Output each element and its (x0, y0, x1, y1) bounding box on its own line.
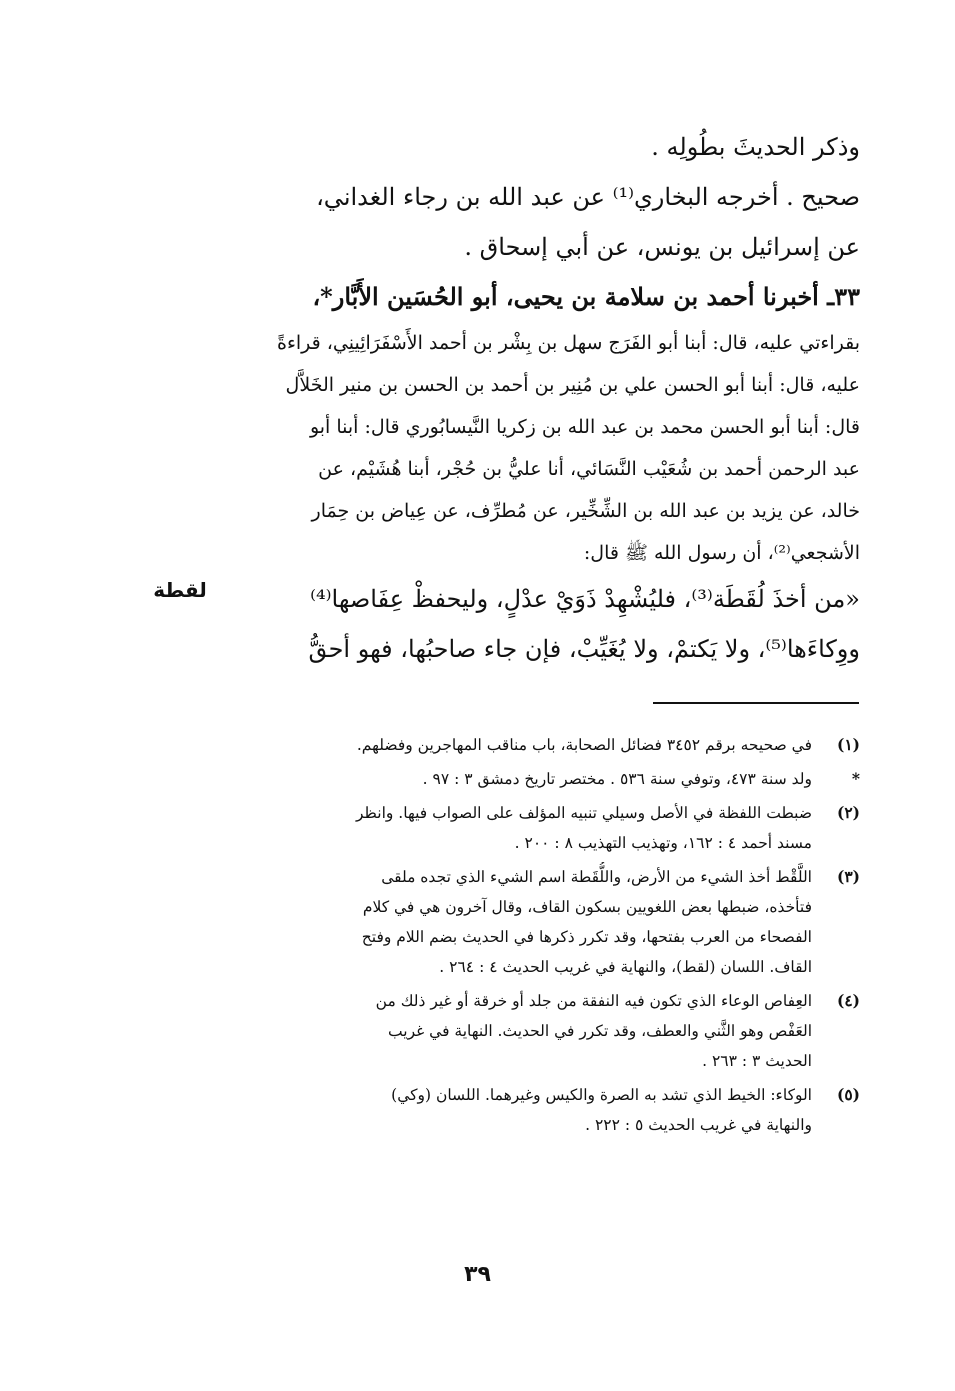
footnote-5 (248, 1080, 860, 1140)
footnote-line: الوكاء: الخيط الذي تشد به الصرة والكيس وغيرهما. اللسان (وكي) (391, 1086, 812, 1104)
isnad-line: عليه، قال: أبنا أبو الحسن علي بن مُنِير بن أحمد بن الحسن بن منير الخَلاَّل (285, 374, 860, 396)
page-number: ٣٩ (464, 1262, 491, 1287)
footnote-line: الفصحاء من العرب بفتحها، وقد تكرر ذكرها في الحديث بضم اللام وفتح (361, 928, 812, 946)
footnote-number: (٢) (836, 803, 860, 822)
hadith-heading: ٣٣ـ أخبرنا أحمد بن سلامة بن يحيى، أبو الحُسَين الأَبَّار*، (312, 282, 860, 311)
body-line: وذكر الحديثَ بطُولِه . (651, 133, 860, 161)
footnote-number: (٣) (836, 867, 860, 886)
footnote-number: * (851, 769, 860, 788)
footnote-line: القاف. اللسان (لقط)، والنهاية في غريب الحديث ٤ : ٢٦٤ . (439, 958, 812, 976)
margin-note: لقطة (153, 578, 207, 602)
body-line: صحيح . أخرجه البخاري⁽¹⁾ عن عبد الله بن رجاء الغداني، (316, 183, 860, 211)
footnote-1 (248, 730, 860, 760)
footnote-number: (٥) (836, 1085, 860, 1104)
matn-line: ووِكاءَها⁽⁵⁾، ولا يَكتمْ، ولا يُغَيِّبْ، فإن جاء صاحبُها، فهو أحقُّ (308, 635, 860, 663)
footnote-line: فتأخذه، ضبطها بعض اللغويين بسكون القاف، وقال آخرون هي في كلام (362, 898, 812, 916)
main-text (245, 122, 860, 674)
footnote-number: (٤) (836, 991, 860, 1010)
body-line: عن إسرائيل بن يونس، عن أبي إسحاق . (464, 233, 860, 261)
footnote-line: والنهاية في غريب الحديث ٥ : ٢٢٢ . (585, 1116, 812, 1134)
isnad-line: بقراءتي عليه، قال: أبنا أبو الفَرَج سهل بن بِشْر بن أحمد الأَسْفَرَائِينِي، قراءةً (277, 332, 860, 354)
footnote-line: الحديث ٣ : ٢٦٣ . (702, 1052, 812, 1070)
footnote-line: ولد سنة ٤٧٣، وتوفي سنة ٥٣٦ . مختصر تاريخ دمشق ٣ : ٩٧ . (422, 770, 812, 788)
footnote-line: ضبطت اللفظة في الأصل وسيلي تنبيه المؤلف على الصواب فيها. وانظر (356, 804, 812, 822)
isnad-line: الأشجعي⁽²⁾، أن رسول الله ﷺ قال: (583, 542, 860, 564)
footnote-separator (653, 702, 859, 704)
matn-line: «من أخذَ لُقَطَة⁽³⁾، فليُشْهِدْ ذَوَيْ عدْلٍ، وليحفظْ عِفَاصها⁽⁴⁾ (310, 585, 860, 613)
footnote-line: العَفْص وهو الثَّني والعطف، وقد تكرر في الحديث. النهاية في غريب (388, 1022, 812, 1040)
footnote-3 (248, 862, 860, 982)
footnote-star (248, 764, 860, 794)
footnotes (248, 730, 860, 1144)
footnote-line: اللَّقْط أخذ الشيء من الأرض، واللُّقَطة اسم الشيء الذي تجده ملقى (381, 868, 812, 886)
footnote-line: العِفاص الوعاء الذي تكون فيه النفقة من جلد أو خرقة أو غير ذلك من (375, 992, 812, 1010)
isnad-line: عبد الرحمن أحمد بن شُعَيْب النَّسَائي، أنا عليُّ بن حُجْر، أبنا هُشَيْم، عن (318, 458, 860, 480)
footnote-4 (248, 986, 860, 1076)
isnad-line: قال: أبنا أبو الحسن محمد بن عبد الله بن زكريا النَّيسابُوري قال: أبنا أبو (309, 416, 860, 438)
isnad-line: خالد، عن يزيد بن عبد الله بن الشِّخِّير، عن مُطرِّف، عن عِياض بن حِمَار (311, 500, 860, 522)
footnote-line: في صحيحه برقم ٣٤٥٢ فضائل الصحابة، باب مناقب المهاجرين وفضلهم. (356, 736, 812, 754)
footnote-2 (248, 798, 860, 858)
footnote-line: مسند أحمد ٤ : ١٦٢، وتهذيب التهذيب ٨ : ٢٠٠ . (514, 834, 812, 852)
footnote-number: (١) (836, 735, 860, 754)
